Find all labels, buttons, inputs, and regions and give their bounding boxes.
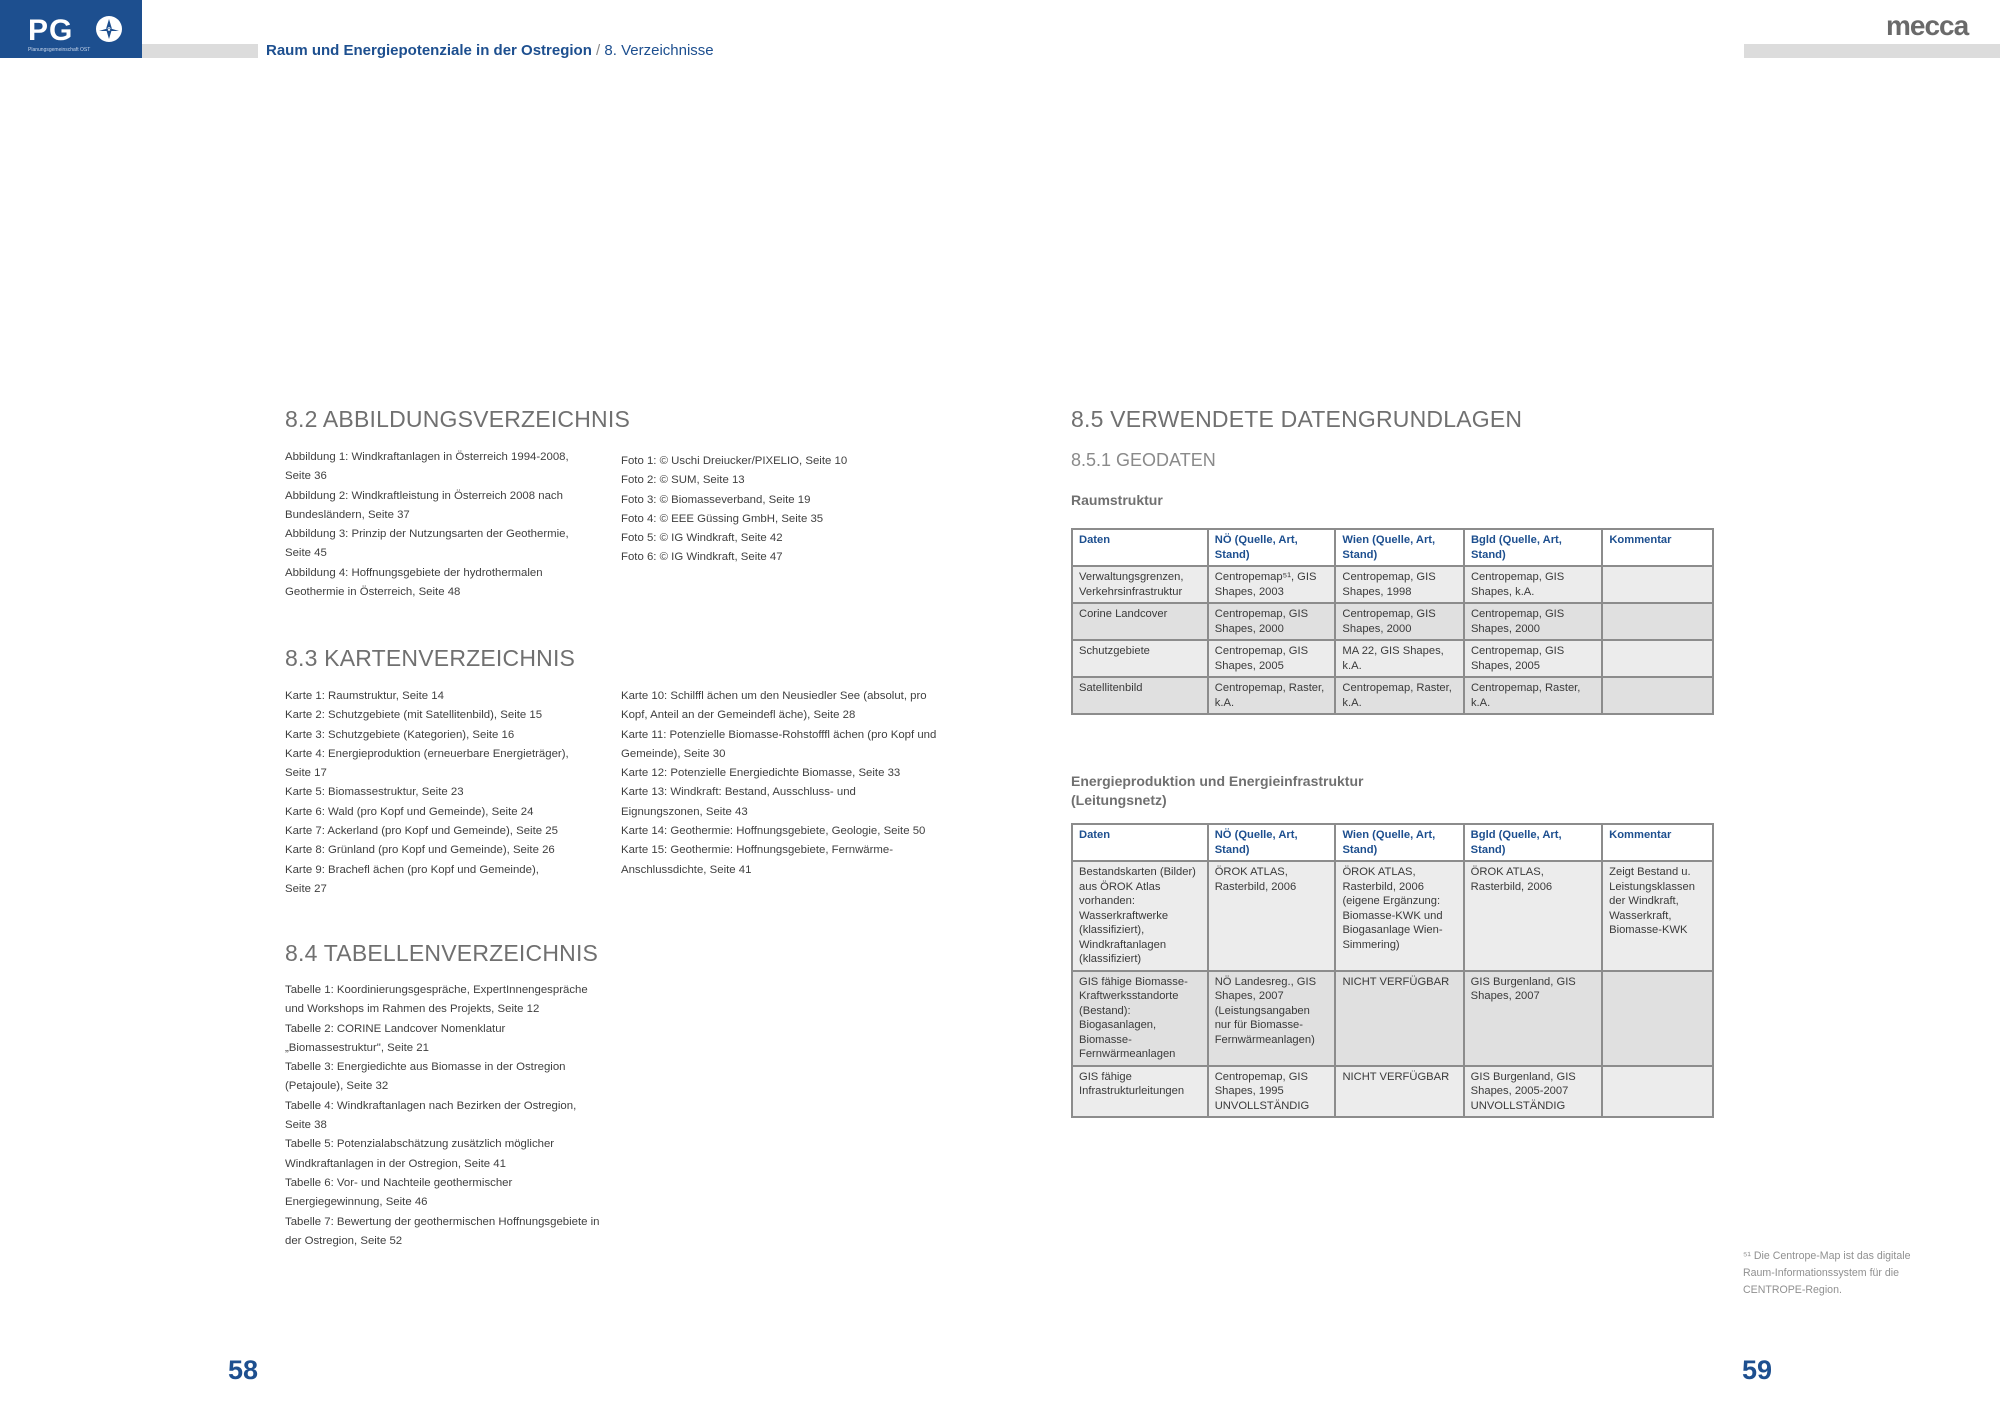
- list-line: Karte 11: Potenzielle Biomasse-Rohstofffl ächen (pro Kopf und: [621, 728, 937, 741]
- table-cell: Corine Landcover: [1072, 603, 1208, 640]
- list-line: Abbildung 4: Hoffnungsgebiete der hydrothermalen: [285, 566, 543, 579]
- footnote-line: ⁵¹ Die Centrope-Map ist das digitale: [1743, 1250, 1911, 1262]
- table-cell: ÖROK ATLAS, Rasterbild, 2006: [1464, 861, 1602, 971]
- heading-abbildungsverzeichnis: 8.2 ABBILDUNGSVERZEICHNIS: [285, 406, 630, 432]
- list-line: Foto 2: © SUM, Seite 13: [621, 474, 745, 487]
- table-header-cell: Wien (Quelle, Art, Stand): [1335, 529, 1464, 566]
- table-cell: Centropemap, GIS Shapes, 2000: [1464, 603, 1602, 640]
- table-cell: [1602, 1066, 1713, 1118]
- list-line: Karte 6: Wald (pro Kopf und Gemeinde), Seite 24: [285, 805, 534, 818]
- table-cell: [1602, 640, 1713, 677]
- table-cell: Centropemap⁵¹, GIS Shapes, 2003: [1208, 566, 1336, 603]
- page-number-left: 58: [228, 1355, 259, 1385]
- list-line: Seite 27: [285, 882, 327, 895]
- fotos-list: [621, 452, 941, 568]
- table-cell: Bestandskarten (Bilder) aus ÖROK Atlas vorhanden: Wasserkraftwerke (klassifiziert), Windkraftanlagen (klassifiziert): [1072, 861, 1208, 971]
- brand-logo: mecca: [1886, 10, 1969, 41]
- page-number-right: 59: [1742, 1355, 1773, 1385]
- header-section: 8. Verzeichnisse: [604, 42, 714, 59]
- list-line: Tabelle 1: Koordinierungsgespräche, ExpertInnengespräche: [285, 984, 588, 996]
- table-energieproduktion: [1071, 823, 1714, 1118]
- table-cell: NICHT VERFÜGBAR: [1335, 971, 1463, 1066]
- table-header-cell: Wien (Quelle, Art, Stand): [1335, 824, 1463, 861]
- list-line: Tabelle 5: Potenzialabschätzung zusätzlich möglicher: [285, 1138, 555, 1151]
- list-line: Energiegewinnung, Seite 46: [285, 1196, 428, 1209]
- list-line: Tabelle 7: Bewertung der geothermischen Hoffnungsgebiete in: [285, 1215, 600, 1228]
- list-line: Tabelle 3: Energiedichte aus Biomasse in der Ostregion: [285, 1061, 566, 1074]
- table-raumstruktur: [1071, 528, 1714, 715]
- table-cell: Centropemap, GIS Shapes, 2000: [1335, 603, 1464, 640]
- footnote-line: CENTROPE-Region.: [1743, 1284, 1842, 1296]
- table-cell: Schutzgebiete: [1072, 640, 1208, 677]
- table-row: [1072, 566, 1713, 603]
- table-cell: Centropemap, GIS Shapes, 2005: [1208, 640, 1336, 677]
- table-header-cell: Bgld (Quelle, Art, Stand): [1464, 824, 1602, 861]
- list-line: Karte 1: Raumstruktur, Seite 14: [285, 690, 444, 702]
- table-cell: Verwaltungsgrenzen, Verkehrsinfrastruktur: [1072, 566, 1208, 603]
- table-cell: Centropemap, Raster, k.A.: [1208, 677, 1336, 714]
- table-cell: NICHT VERFÜGBAR: [1335, 1066, 1463, 1118]
- footnote: [1743, 1248, 1953, 1299]
- table-header-cell: Kommentar: [1602, 529, 1713, 566]
- list-line: Seite 17: [285, 767, 327, 780]
- list-line: Karte 10: Schilffl ächen um den Neusiedler See (absolut, pro: [621, 690, 927, 702]
- running-header: [266, 42, 714, 59]
- list-line: Karte 2: Schutzgebiete (mit Satellitenbild), Seite 15: [285, 709, 543, 722]
- table1-title: Raumstruktur: [1071, 492, 1163, 508]
- list-line: und Workshops im Rahmen des Projekts, Seite 12: [285, 1003, 540, 1016]
- table-header-row: [1072, 824, 1713, 861]
- list-line: Karte 14: Geothermie: Hoffnungsgebiete, Geologie, Seite 50: [621, 825, 926, 838]
- table-row: [1072, 677, 1713, 714]
- table-cell: Centropemap, GIS Shapes, 1998: [1335, 566, 1464, 603]
- abbildungen-list: [285, 448, 605, 602]
- list-line: Foto 5: © IG Windkraft, Seite 42: [621, 532, 783, 545]
- list-line: Karte 9: Brachefl ächen (pro Kopf und Gemeinde),: [285, 863, 539, 876]
- heading-kartenverzeichnis: 8.3 KARTENVERZEICHNIS: [285, 645, 576, 671]
- table-cell: ÖROK ATLAS, Rasterbild, 2006 (eigene Ergänzung: Biomasse-KWK und Biogasanlage Wien-Simmering): [1335, 861, 1463, 971]
- list-line: Karte 7: Ackerland (pro Kopf und Gemeinde), Seite 25: [285, 825, 558, 838]
- table-cell: Centropemap, GIS Shapes, 1995 UNVOLLSTÄNDIG: [1208, 1066, 1336, 1118]
- list-line: Foto 4: © EEE Güssing GmbH, Seite 35: [621, 512, 824, 525]
- list-line: Tabelle 4: Windkraftanlagen nach Bezirken der Ostregion,: [285, 1099, 577, 1112]
- table-cell: Centropemap, Raster, k.A.: [1335, 677, 1464, 714]
- list-line: Gemeinde), Seite 30: [621, 747, 726, 760]
- header-bar-right: [1744, 44, 2000, 58]
- table-header-cell: NÖ (Quelle, Art, Stand): [1208, 824, 1336, 861]
- table-cell: GIS fähige Biomasse-Kraftwerksstandorte (Bestand): Biogasanlagen, Biomasse-Fernwärmeanlagen: [1072, 971, 1208, 1066]
- table-header-cell: Daten: [1072, 824, 1208, 861]
- table-header-cell: Bgld (Quelle, Art, Stand): [1464, 529, 1602, 566]
- table-cell: [1602, 566, 1713, 603]
- logo-subtitle: Planungsgemeinschaft OST: [28, 47, 91, 53]
- list-line: Foto 6: © IG Windkraft, Seite 47: [621, 551, 783, 564]
- table-cell: Zeigt Bestand u. Leistungsklassen der Windkraft, Wasserkraft, Biomasse-KWK: [1602, 861, 1713, 971]
- table-header-row: [1072, 529, 1713, 566]
- table-cell: [1602, 971, 1713, 1066]
- table-row: [1072, 861, 1713, 971]
- table-cell: GIS fähige Infrastrukturleitungen: [1072, 1066, 1208, 1118]
- list-line: Karte 8: Grünland (pro Kopf und Gemeinde), Seite 26: [285, 844, 555, 857]
- list-line: Seite 36: [285, 470, 327, 483]
- list-line: der Ostregion, Seite 52: [285, 1234, 403, 1247]
- list-line: (Petajoule), Seite 32: [285, 1080, 389, 1093]
- footnote-line: Raum-Informationssystem für die: [1743, 1267, 1900, 1279]
- list-line: Karte 12: Potenzielle Energiedichte Biomasse, Seite 33: [621, 767, 901, 780]
- list-line: Seite 45: [285, 547, 327, 560]
- table-cell: [1602, 603, 1713, 640]
- list-line: Karte 15: Geothermie: Hoffnungsgebiete, Fernwärme-: [621, 844, 894, 857]
- table-cell: Centropemap, Raster, k.A.: [1464, 677, 1602, 714]
- list-line: Tabelle 2: CORINE Landcover Nomenklatur: [285, 1022, 506, 1035]
- table-cell: [1602, 677, 1713, 714]
- list-line: Abbildung 3: Prinzip der Nutzungsarten der Geothermie,: [285, 528, 569, 541]
- table-row: [1072, 640, 1713, 677]
- list-line: Abbildung 1: Windkraftanlagen in Österreich 1994-2008,: [285, 451, 569, 463]
- list-line: „Biomassestruktur", Seite 21: [285, 1041, 429, 1054]
- list-line: Karte 3: Schutzgebiete (Kategorien), Seite 16: [285, 728, 515, 741]
- heading-datengrundlagen: 8.5 VERWENDETE DATENGRUNDLAGEN: [1071, 406, 1523, 432]
- table-cell: Centropemap, GIS Shapes, 2000: [1208, 603, 1336, 640]
- heading-geodaten: 8.5.1 GEODATEN: [1071, 450, 1216, 470]
- list-line: Geothermie in Österreich, Seite 48: [285, 586, 461, 599]
- list-line: Foto 3: © Biomasseverband, Seite 19: [621, 493, 811, 506]
- list-line: Seite 38: [285, 1119, 327, 1132]
- list-line: Tabelle 6: Vor- und Nachteile geothermischer: [285, 1176, 513, 1189]
- karten-list-col1: [285, 687, 605, 899]
- table-cell: Satellitenbild: [1072, 677, 1208, 714]
- table-row: [1072, 603, 1713, 640]
- tabellen-list: [285, 981, 625, 1251]
- list-line: Anschlussdichte, Seite 41: [621, 863, 752, 876]
- list-line: Kopf, Anteil an der Gemeindefl äche), Seite 28: [621, 709, 856, 722]
- table-header-cell: NÖ (Quelle, Art, Stand): [1208, 529, 1336, 566]
- list-line: Karte 5: Biomassestruktur, Seite 23: [285, 786, 464, 799]
- header-separator: /: [591, 42, 605, 59]
- list-line: Bundesländern, Seite 37: [285, 508, 410, 521]
- list-line: Windkraftanlagen in der Ostregion, Seite 41: [285, 1157, 506, 1170]
- table-cell: Centropemap, GIS Shapes, k.A.: [1464, 566, 1602, 603]
- list-line: Karte 13: Windkraft: Bestand, Ausschluss- und: [621, 786, 856, 799]
- logo-compass-icon: [96, 16, 122, 42]
- table-cell: MA 22, GIS Shapes, k.A.: [1335, 640, 1464, 677]
- table-cell: GIS Burgenland, GIS Shapes, 2005-2007 UNVOLLSTÄNDIG: [1464, 1066, 1602, 1118]
- logo: PG: [28, 14, 74, 47]
- list-line: Abbildung 2: Windkraftleistung in Österreich 2008 nach: [285, 489, 563, 502]
- table-header-cell: Kommentar: [1602, 824, 1713, 861]
- table-cell: ÖROK ATLAS, Rasterbild, 2006: [1208, 861, 1336, 971]
- header-bar-left: [142, 44, 258, 58]
- table-cell: GIS Burgenland, GIS Shapes, 2007: [1464, 971, 1602, 1066]
- karten-list-col2: [621, 687, 961, 880]
- heading-tabellenverzeichnis: 8.4 TABELLENVERZEICHNIS: [285, 940, 599, 966]
- header-title: Raum und Energiepotenziale in der Ostregion: [266, 42, 592, 59]
- table-row: [1072, 971, 1713, 1066]
- list-line: Foto 1: © Uschi Dreiucker/PIXELIO, Seite 10: [621, 455, 848, 467]
- list-line: Karte 4: Energieproduktion (erneuerbare Energieträger),: [285, 747, 569, 760]
- table2-title: Energieproduktion und Energieinfrastruktur (Leitungsnetz): [1071, 773, 1364, 808]
- table-cell: NÖ Landesreg., GIS Shapes, 2007 (Leistungsangaben nur für Biomasse-Fernwärmeanlagen): [1208, 971, 1336, 1066]
- table-header-cell: Daten: [1072, 529, 1208, 566]
- list-line: Eignungszonen, Seite 43: [621, 805, 748, 818]
- table-cell: Centropemap, GIS Shapes, 2005: [1464, 640, 1602, 677]
- table-row: [1072, 1066, 1713, 1118]
